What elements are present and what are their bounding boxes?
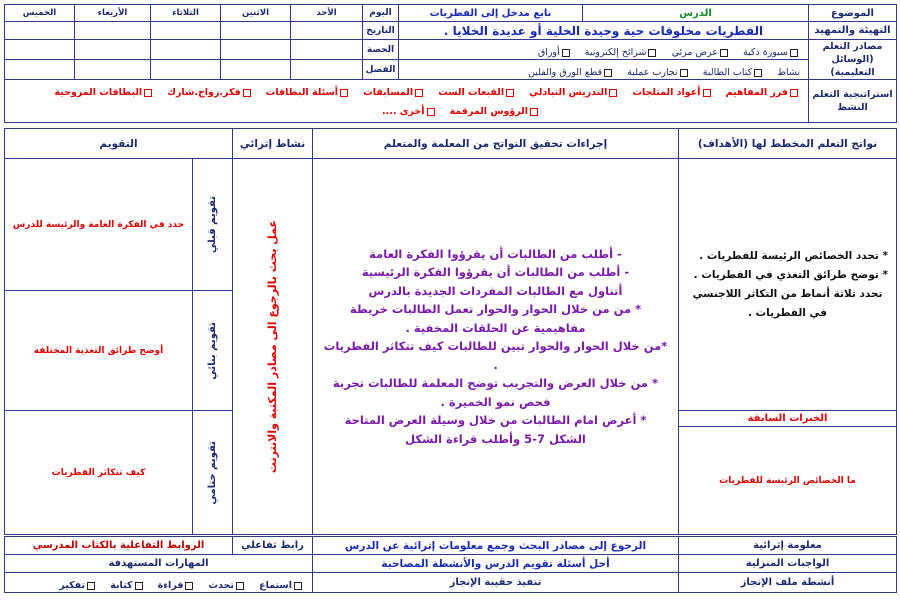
prior-experience-value: ما الخصائص الرئيسة للفطريات: [679, 427, 897, 535]
checkbox[interactable]: [294, 582, 302, 590]
strategies-label: استراتيجية التعلم النشط: [809, 80, 897, 123]
date-cell[interactable]: [151, 22, 221, 40]
eval-text: حدد في الفكرة العامة والرئيسة للدرس: [5, 159, 193, 291]
checkbox[interactable]: [530, 108, 538, 116]
procedure-line: الشكل 7-5 وأطلب قراءة الشكل: [405, 431, 586, 446]
date-cell[interactable]: [75, 22, 151, 40]
procedure-line: * من من خلال الحوار والحوار تعمل الطالبات خريطة: [349, 302, 642, 317]
strategies-options: [5, 80, 809, 123]
date-label: التاريخ: [363, 22, 399, 40]
header-table: [4, 4, 897, 123]
eval-type-cell: [193, 411, 233, 535]
strategy-option[interactable]: فرز المفاهيم: [726, 85, 800, 101]
checkbox[interactable]: [135, 582, 143, 590]
enrichment-info-label: معلومة إثرائية: [679, 537, 897, 555]
eval-type-cell: [193, 159, 233, 291]
day-sunday: الأحد: [291, 5, 363, 22]
enrichment-cell: [233, 159, 313, 535]
day-tuesday: الثلاثاء: [151, 5, 221, 22]
period-cell[interactable]: [221, 40, 291, 60]
strategy-option[interactable]: أسئلة البطاقات: [266, 85, 350, 101]
footer-table: [4, 536, 897, 593]
checkbox[interactable]: [790, 49, 798, 57]
subject-label: الموضوع: [809, 5, 897, 22]
checkbox[interactable]: [340, 89, 348, 97]
checkbox[interactable]: [609, 89, 617, 97]
day-wednesday: الأربعاء: [75, 5, 151, 22]
skills-label: المهارات المستهدفة: [5, 555, 313, 573]
checkbox[interactable]: [415, 89, 423, 97]
strategy-option[interactable]: فكر.زواج.شارك: [167, 85, 252, 101]
skill-option[interactable]: كتابة: [110, 580, 144, 591]
intro-label: التهيئة والتمهيد: [809, 22, 897, 40]
col-outcomes-header: نواتج التعلم المخطط لها (الأهداف): [679, 129, 897, 159]
outcome-item: تحدد ثلاثة أنماط من التكاثر اللاجنسي في الفطريات .: [692, 287, 883, 319]
checkbox[interactable]: [87, 582, 95, 590]
resources-label: مصادر التعلم (الوسائل التعليمية): [809, 40, 897, 80]
lesson-label: الدرس: [583, 5, 809, 22]
checkbox[interactable]: [144, 89, 152, 97]
resource-option[interactable]: شرائح إلكترونية: [585, 47, 659, 58]
period-cell[interactable]: [75, 40, 151, 60]
interactive-link-value[interactable]: الروابط التفاعلية بالكتاب المدرسي: [5, 537, 233, 555]
day-monday: الاثنين: [221, 5, 291, 22]
strategy-option[interactable]: التدريس التبادلي: [529, 85, 619, 101]
skill-option[interactable]: تحدث: [209, 580, 246, 591]
checkbox[interactable]: [506, 89, 514, 97]
strategy-option[interactable]: الرؤوس المرقمة: [450, 104, 540, 120]
checkbox[interactable]: [720, 49, 728, 57]
checkbox[interactable]: [680, 69, 688, 77]
period-cell[interactable]: [5, 40, 75, 60]
resource-option[interactable]: قطع الورق والفلين: [528, 67, 614, 78]
date-cell[interactable]: [291, 22, 363, 40]
prior-experience-label: الخبرات السابقة: [679, 411, 897, 427]
eval-text: كيف تتكاثر الفطريات: [5, 411, 193, 535]
procedure-line: فحص نمو الخميرة .: [440, 394, 551, 409]
col-enrichment-header: نشاط إثرائي: [233, 129, 313, 159]
homework-label: الواجبات المنزلية: [679, 555, 897, 573]
checkbox[interactable]: [427, 108, 435, 116]
skills-options: [5, 573, 313, 593]
day-thursday: الخميس: [5, 5, 75, 22]
procedure-line: *من خلال الحوار والحوار تبين للطالبات كيف تتكاثر الفطريات .: [323, 339, 668, 372]
eval-type-label: تقويم قبلي: [207, 195, 218, 254]
class-cell[interactable]: [151, 60, 221, 80]
interactive-link-label: رابط تفاعلي: [233, 537, 313, 555]
period-label: الحصة: [363, 40, 399, 60]
skill-option[interactable]: تفكير: [59, 580, 97, 591]
strategy-option[interactable]: المسابقات: [363, 85, 425, 101]
class-cell[interactable]: [75, 60, 151, 80]
class-cell[interactable]: [291, 60, 363, 80]
procedure-line: - أطلب من الطالبات أن يقرؤوا الفكرة الرئيسية: [361, 265, 630, 280]
portfolio-label: أنشطة ملف الإنجاز: [679, 573, 897, 593]
period-cell[interactable]: [291, 40, 363, 60]
checkbox[interactable]: [243, 89, 251, 97]
eval-type-label: تقويم بنائي: [207, 321, 218, 380]
intro-value: الفطريات مخلوقات حية وحيدة الخلية أو عديدة الخلايا .: [399, 22, 809, 40]
resource-option[interactable]: تجارب عملية: [627, 67, 690, 78]
enrichment-info-value: الرجوع إلى مصادر البحث وجمع معلومات إثرائية عن الدرس: [313, 537, 679, 555]
col-evaluation-header: التقويم: [5, 129, 233, 159]
class-cell[interactable]: [5, 60, 75, 80]
procedure-line: * أعرض امام الطالبات من خلال وسيلة العرض المتاحة: [344, 413, 647, 428]
period-cell[interactable]: [151, 40, 221, 60]
date-cell[interactable]: [5, 22, 75, 40]
homework-value: أحل أسئلة تقويم الدرس والأنشطة المصاحبة: [313, 555, 679, 573]
procedure-line: أتناول مع الطالبات المفردات الجديدة بالدرس: [368, 283, 623, 298]
checkbox[interactable]: [185, 582, 193, 590]
skill-option[interactable]: استماع: [259, 580, 304, 591]
resources-row-1: [399, 40, 809, 60]
procedure-line: - أطلب من الطالبات أن يقرؤوا الفكرة العامة: [369, 246, 622, 261]
checkbox[interactable]: [562, 49, 570, 57]
class-label: الفصل: [363, 60, 399, 80]
resource-option[interactable]: نشاط: [777, 67, 801, 78]
checkbox[interactable]: [703, 89, 711, 97]
outcome-item: * تحدد الخصائص الرئيسة للفطريات .: [699, 249, 888, 262]
subject-value: نابع مدخل إلى الفطريات: [399, 5, 583, 22]
resource-option[interactable]: أوراق: [538, 47, 572, 58]
resource-option[interactable]: عرض مرئي: [672, 47, 730, 58]
class-cell[interactable]: [221, 60, 291, 80]
outcomes-cell: [679, 159, 897, 411]
resource-option[interactable]: سبورة ذكية: [743, 47, 800, 58]
strategy-option[interactable]: القبعات الست: [438, 85, 516, 101]
eval-text: أوضح طرائق التغذية المختلفة: [5, 291, 193, 411]
checkbox[interactable]: [790, 89, 798, 97]
main-table: [4, 128, 897, 535]
procedure-line: مفاهيمية عن الحلقات المخفية .: [405, 320, 586, 335]
checkbox[interactable]: [604, 69, 612, 77]
date-cell[interactable]: [221, 22, 291, 40]
outcome-item: * توضح طرائق التغذي في الفطريات .: [693, 268, 888, 281]
day-label: اليوم: [363, 5, 399, 22]
checkbox[interactable]: [754, 69, 762, 77]
checkbox[interactable]: [648, 49, 656, 57]
eval-type-label: تقويم ختامي: [207, 440, 218, 505]
procedure-line: * من خلال العرض والتجريب توضح المعلمة للطالبات تجربة: [332, 376, 659, 391]
procedures-cell: [313, 159, 679, 535]
portfolio-value: تنفيذ حقيبة الإنجاز: [313, 573, 679, 593]
resource-option[interactable]: كتاب الطالبة: [703, 67, 764, 78]
strategy-option[interactable]: أخرى ....: [382, 104, 436, 120]
checkbox[interactable]: [236, 582, 244, 590]
strategy-option[interactable]: البطاقات المروحية: [54, 85, 154, 101]
eval-type-cell: [193, 291, 233, 411]
strategy-option[interactable]: أعواد المثلجات: [632, 85, 712, 101]
col-procedures-header: إجراءات تحقيق النواتج من المعلمة والمتعلم: [313, 129, 679, 159]
skill-option[interactable]: قراءة: [158, 580, 196, 591]
resources-row-2: [399, 60, 809, 80]
enrichment-text: عمل بحث بالرجوع الى مصادر المكتبة والانترنت: [266, 219, 279, 474]
